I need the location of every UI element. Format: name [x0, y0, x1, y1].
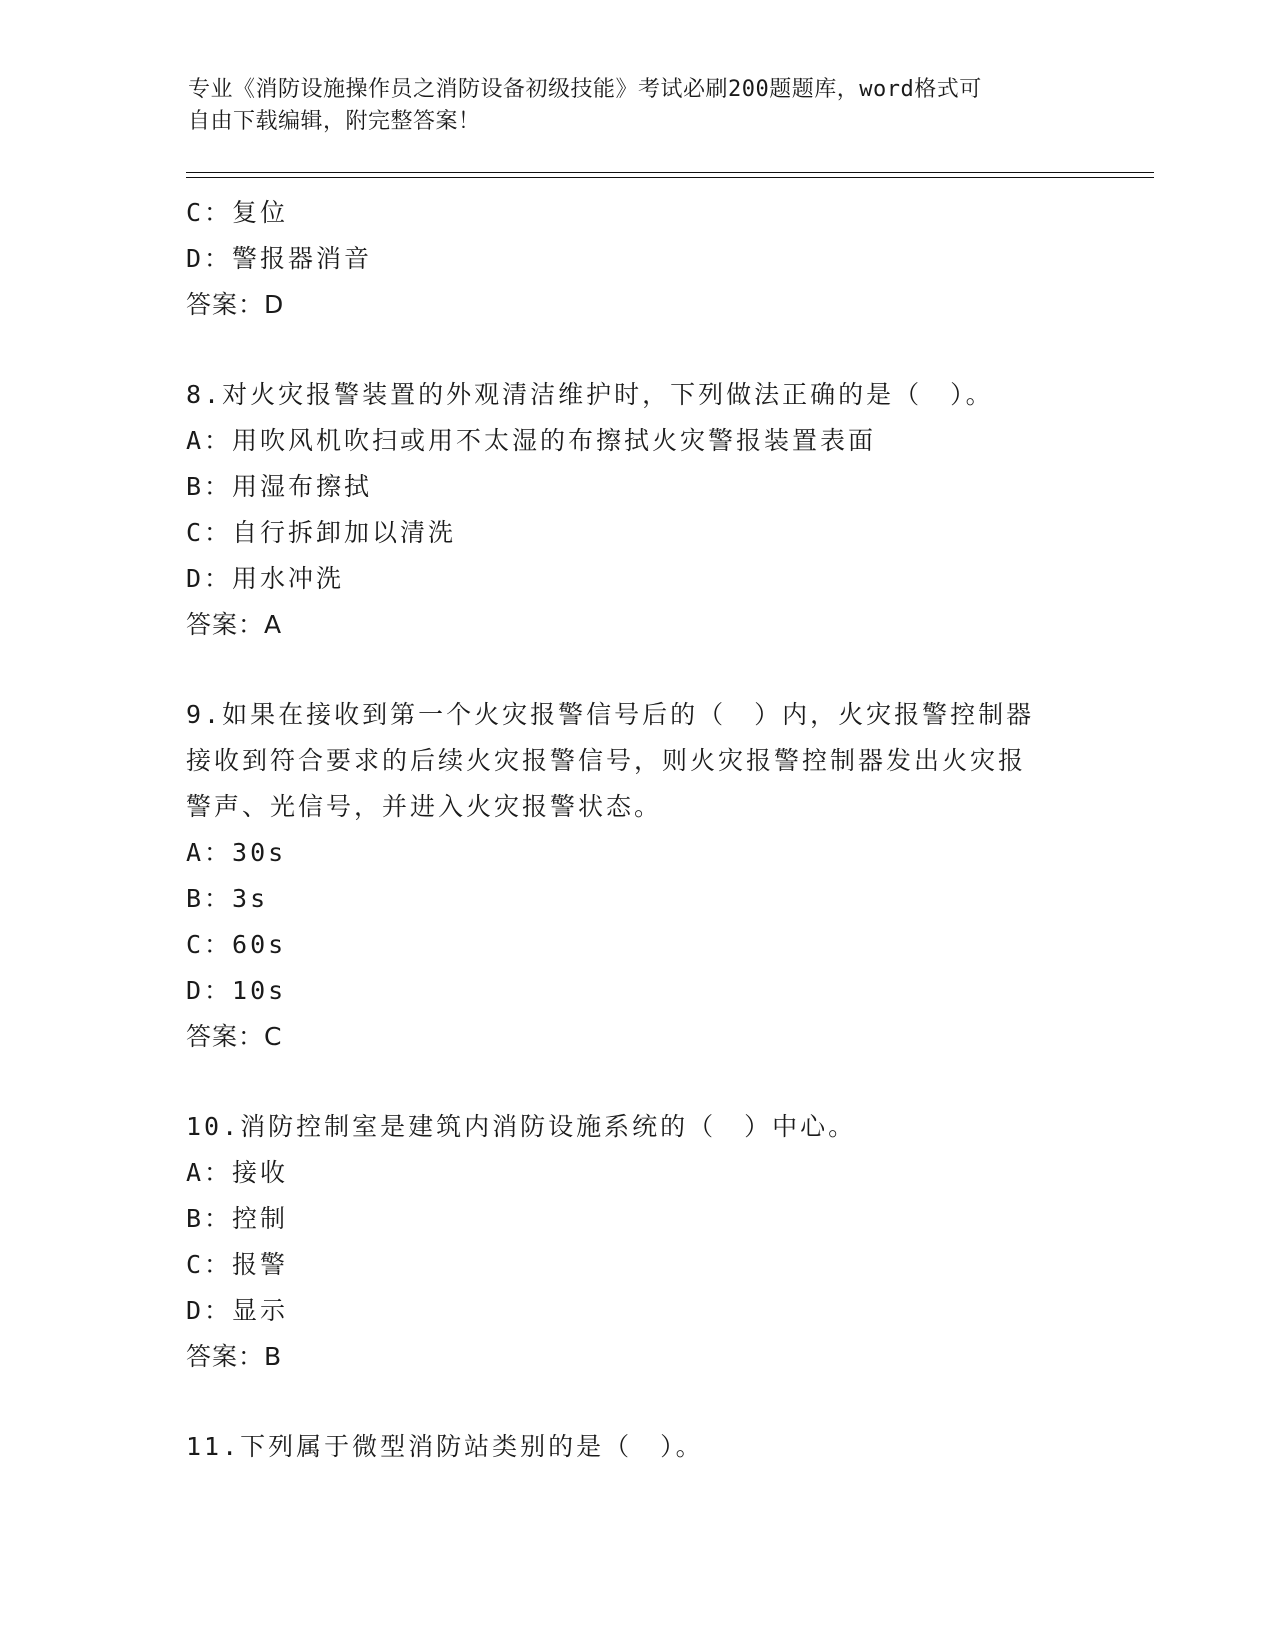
question-text: 11.下列属于微型消防站类别的是（ ）。	[186, 1432, 704, 1461]
question-8	[186, 372, 1086, 648]
question-10	[186, 1104, 1086, 1380]
question-content	[186, 190, 1086, 1470]
option-line: A：30s	[186, 838, 287, 867]
header-rule-bottom	[186, 177, 1154, 178]
answer-line: 答案：B	[186, 1342, 283, 1371]
question-text: 警声、光信号，并进入火灾报警状态。	[186, 792, 663, 821]
header-line-1: 专业《消防设施操作员之消防设备初级技能》考试必刷200题题库，word格式可	[188, 77, 982, 102]
option-line: A：接收	[186, 1158, 289, 1187]
option-line: C：报警	[186, 1250, 289, 1279]
answer-line: 答案：C	[186, 1022, 283, 1051]
option-line: D：显示	[186, 1296, 289, 1325]
question-text: 8.对火灾报警装置的外观清洁维护时，下列做法正确的是（ ）。	[186, 380, 994, 409]
option-line: D：警报器消音	[186, 244, 373, 273]
page-header	[188, 74, 1068, 138]
option-line: C：自行拆卸加以清洗	[186, 518, 457, 547]
option-line: B：用湿布擦拭	[186, 472, 373, 501]
answer-line: 答案：D	[186, 290, 285, 319]
option-line: C：复位	[186, 198, 289, 227]
answer-line: 答案：A	[186, 610, 283, 639]
header-rule-top	[186, 172, 1154, 173]
option-line: D：10s	[186, 976, 287, 1005]
option-line: B：3s	[186, 884, 269, 913]
option-line: B：控制	[186, 1204, 289, 1233]
question-text: 9.如果在接收到第一个火灾报警信号后的（ ）内，火灾报警控制器	[186, 700, 1035, 729]
question-9	[186, 692, 1086, 1060]
option-line: D：用水冲洗	[186, 564, 345, 593]
question-11	[186, 1424, 1086, 1470]
option-line: C：60s	[186, 930, 287, 959]
continuation-block	[186, 190, 1086, 328]
header-line-2: 自由下载编辑，附完整答案！	[188, 109, 481, 134]
option-line: A：用吹风机吹扫或用不太湿的布擦拭火灾警报装置表面	[186, 426, 877, 455]
question-text: 10.消防控制室是建筑内消防设施系统的（ ）中心。	[186, 1112, 857, 1141]
question-text: 接收到符合要求的后续火灾报警信号，则火灾报警控制器发出火灾报	[186, 746, 1027, 775]
